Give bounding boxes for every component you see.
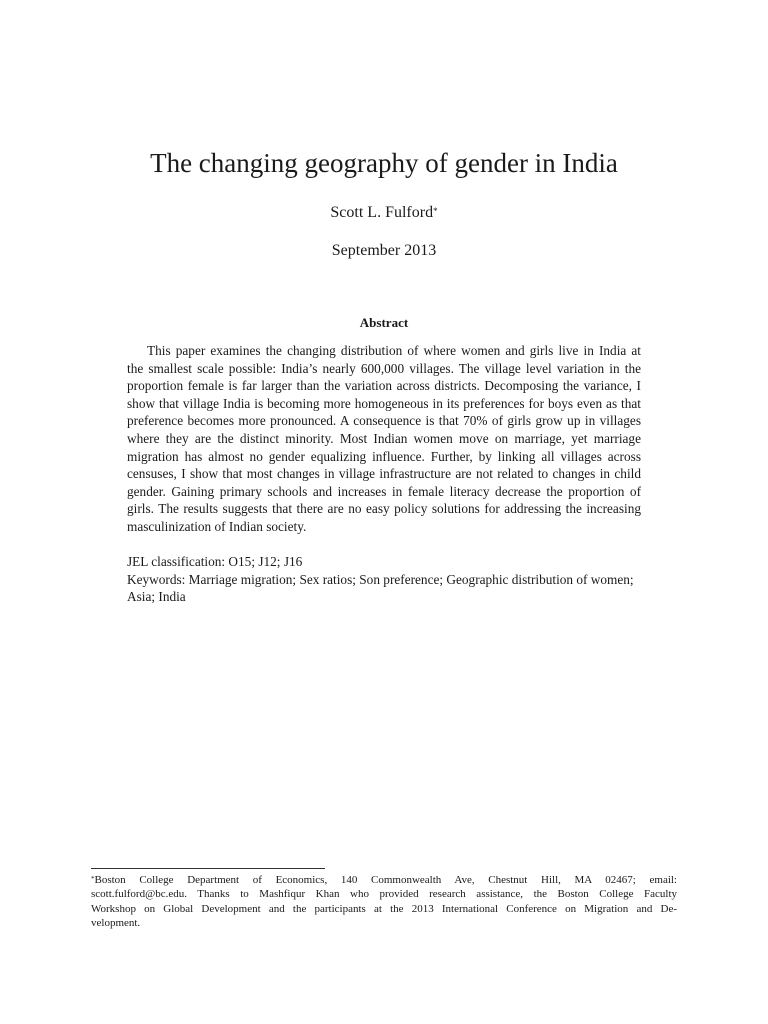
abstract-line: the smallest scale possible: India’s nearly 600,000 villages. The village level variation in the	[127, 360, 641, 376]
abstract-line: gender. Gaining primary schools and increases in female literacy decrease the proportion of	[127, 483, 641, 499]
footnote-line: velopment.	[91, 917, 141, 930]
abstract-line: preference becomes more pronounced. A consequence is that 70% of girls grow up in villages	[127, 413, 641, 429]
abstract-line: censuses, I show that most changes in village infrastructure are not related to changes in child	[127, 466, 641, 482]
abstract-line: masculinization of Indian society.	[127, 518, 307, 534]
footnote-mark: *	[91, 875, 95, 883]
keywords-line: Keywords: Marriage migration; Sex ratios; Son preference; Geographic distribution of women;	[127, 571, 634, 587]
author-name-text: Scott L. Fulford	[330, 204, 434, 221]
footnote-line: Workshop on Global Development and the participants at the 2013 International Conference on Migration and De-	[91, 902, 677, 915]
abstract-line: show that village India is becoming more homogeneous in its preferences for boys even as that	[127, 395, 641, 411]
abstract-heading: Abstract	[359, 315, 409, 330]
footnote	[91, 873, 677, 931]
paper-metadata	[127, 553, 641, 606]
footnote-line: scott.fulford@bc.edu. Thanks to Mashfiqur Khan who provided research assistance, the Boston College Faculty	[91, 888, 677, 901]
abstract-line: migration has almost no gender equalizing influence. Further, by linking all villages across	[127, 448, 641, 464]
abstract-line: where they are the distinct minority. Most Indian women move on marriage, yet marriage	[127, 430, 641, 446]
footnote-line	[91, 873, 677, 887]
keywords-line: Asia; India	[127, 589, 186, 605]
paper-title: The changing geography of gender in India	[150, 148, 618, 178]
author-footnote-mark: *	[433, 206, 438, 216]
abstract-line: proportion female is far larger than the variation across districts. Decomposing the variance, I	[127, 378, 641, 394]
author-name	[0, 202, 768, 224]
publication-date: September 2013	[331, 242, 437, 259]
footnote-line-text: Boston College Department of Economics, 140 Commonwealth Ave, Chestnut Hill, MA 02467; email:	[94, 874, 677, 886]
footnote-divider	[91, 868, 325, 869]
abstract-line: girls. The results suggests that there are no easy policy solutions for addressing the increasing	[127, 501, 641, 517]
abstract-body	[127, 342, 641, 536]
jel-classification: JEL classification: O15; J12; J16	[127, 554, 303, 569]
abstract-line: This paper examines the changing distribution of where women and girls live in India at	[147, 343, 641, 358]
